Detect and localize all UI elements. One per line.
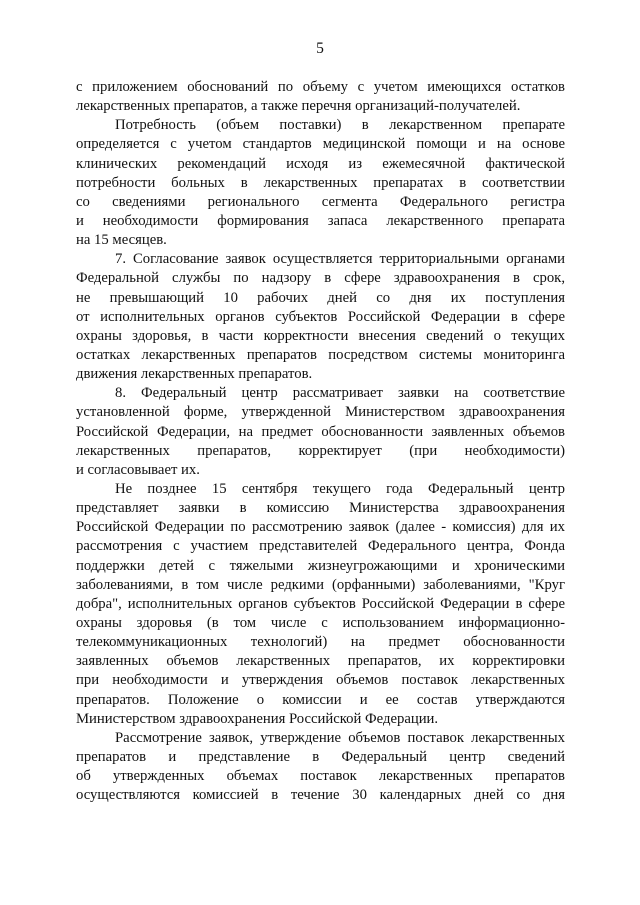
text-line: и согласовывает их.	[76, 461, 200, 478]
text-line: клинических рекомендаций исходя из ежемесячной фактической	[76, 155, 565, 172]
text-line: охраны здоровья (в том числе с использованием информационно-	[76, 614, 565, 631]
text-line: остатках лекарственных препаратов посредством системы мониторинга	[76, 346, 565, 363]
text-line: движения лекарственных препаратов.	[76, 366, 313, 383]
text-line: установленной форме, утвержденной Министерством здравоохранения	[76, 404, 565, 421]
text-line: Российской Федерации по рассмотрению заявок (далее - комиссия) для их	[76, 519, 565, 536]
text-line: осуществляются комиссией в течение 30 календарных дней со дня	[76, 787, 565, 804]
text-line: телекоммуникационных технологий) на предмет обоснованности	[76, 634, 565, 651]
text-line: препаратов. Положение о комиссии и ее состав утверждаются	[76, 691, 565, 708]
text-line: не превышающий 10 рабочих дней со дня их поступления	[76, 289, 565, 306]
text-line: поддержки детей с тяжелыми жизнеугрожающими и хроническими	[76, 557, 565, 574]
text-line: на 15 месяцев.	[76, 232, 167, 249]
text-line: представляет заявки в комиссию Министерства здравоохранения	[76, 500, 565, 517]
text-line: с приложением обоснований по объему с учетом имеющихся остатков	[76, 79, 565, 95]
text-line: охраны здоровья, в части корректности внесения сведений о текущих	[76, 327, 565, 344]
text-line: об утвержденных объемах поставок лекарственных препаратов	[76, 768, 565, 785]
text-line: и необходимости формирования запаса лекарственного препарата	[76, 212, 565, 229]
paragraph-first-line: Потребность (объем поставки) в лекарственном препарате	[115, 117, 565, 134]
text-line: Министерством здравоохранения Российской Федерации.	[76, 710, 439, 727]
text-line: заболеваниями, в том числе редкими (орфанными) заболеваниями, "Круг	[76, 576, 565, 593]
text-line: Российской Федерации, на предмет обоснованности заявленных объемов	[76, 423, 565, 440]
paragraph-first-line: 7. Согласование заявок осуществляется территориальными органами	[115, 251, 565, 268]
text-line: потребности больных в лекарственных препаратах в соответствии	[76, 174, 565, 191]
text-line: добра", исполнительных органов субъектов Российской Федерации в сфере	[76, 595, 565, 612]
text-line: препаратов и представление в Федеральный центр сведений	[76, 748, 565, 765]
text-line: заявленных объемов лекарственных препаратов, их корректировки	[76, 653, 565, 670]
body-text	[76, 78, 565, 805]
paragraph-first-line: 8. Федеральный центр рассматривает заявки на соответствие	[115, 385, 565, 402]
text-line: от исполнительных органов субъектов Российской Федерации в сфере	[76, 308, 565, 325]
text-line: лекарственных препаратов, а также перечня организаций-получателей.	[76, 98, 521, 115]
text-line: лекарственных препаратов, корректирует (при необходимости)	[76, 442, 565, 459]
text-line: при необходимости и утверждения объемов поставок лекарственных	[76, 672, 565, 689]
paragraph-first-line: Не позднее 15 сентября текущего года Федеральный центр	[115, 480, 565, 497]
text-line: рассмотрения с участием представителей Федерального центра, Фонда	[76, 538, 565, 555]
paragraph-first-line: Рассмотрение заявок, утверждение объемов поставок лекарственных	[115, 729, 565, 746]
text-line: со сведениями регионального сегмента Федерального регистра	[76, 193, 565, 210]
text-line: Федеральной службы по надзору в сфере здравоохранения в срок,	[76, 270, 565, 287]
page-number: 5	[316, 40, 324, 57]
text-line: определяется с учетом стандартов медицинской помощи и на основе	[76, 136, 565, 153]
